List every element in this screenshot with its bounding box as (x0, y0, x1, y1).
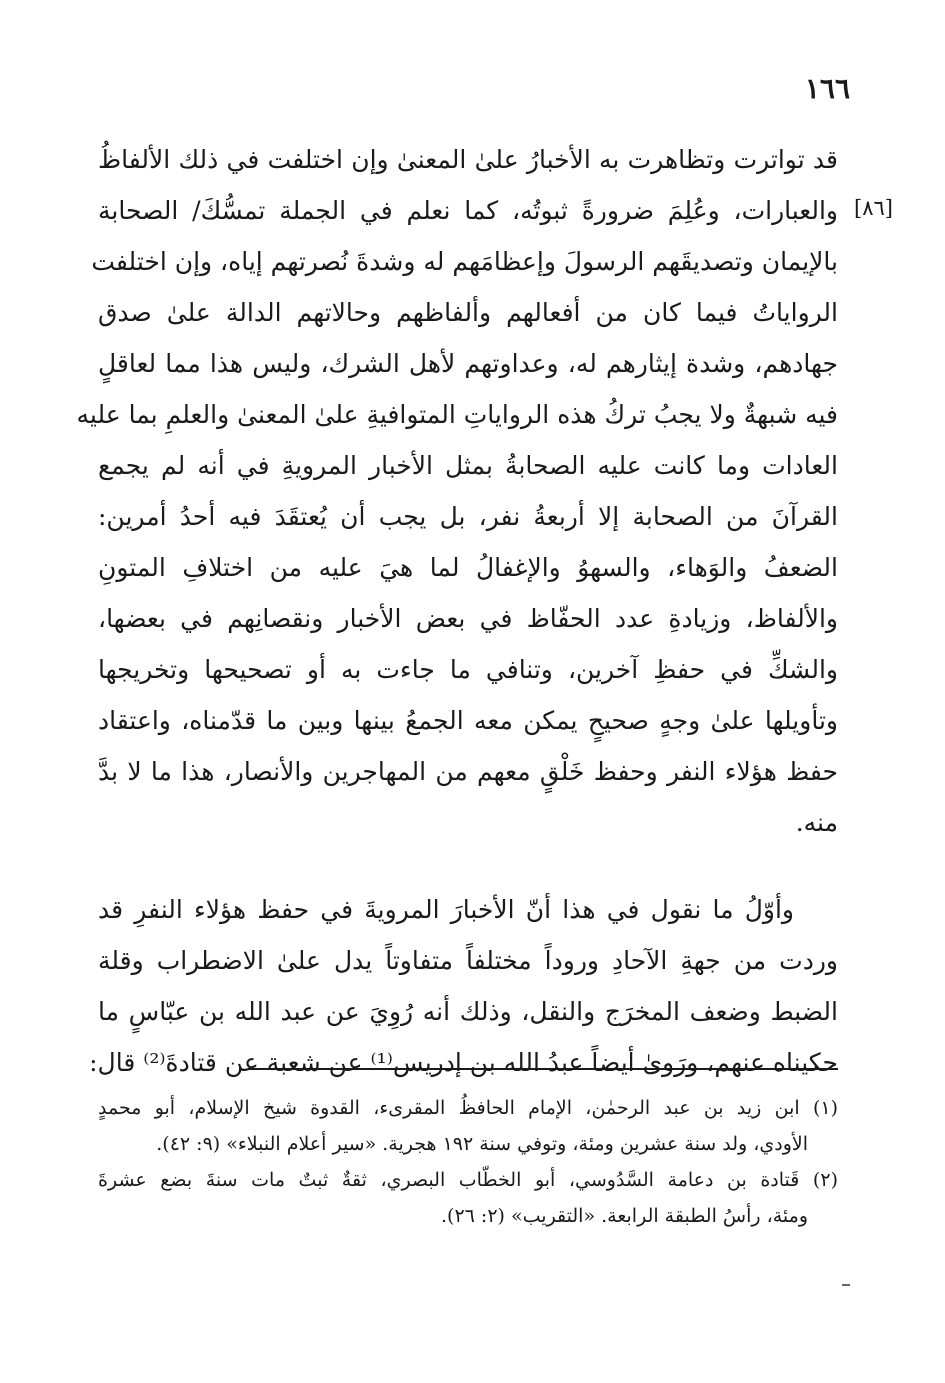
text-line: جهادهم، وشدة إيثارهم له، وعداوتهم لأهل الشرك، وليس هذا مما لعاقلٍ (98, 349, 838, 378)
footnote-1-line: (١) ابن زيد بن عبد الرحمٰن، الإمام الحافظُ المقرىء، القدوة شيخ الإسلام، أبو محمدٍ (98, 1097, 838, 1119)
text-line: والألفاظ، وزيادةِ عدد الحفّاظ في بعض الأخبار ونقصانِهم في بعضها، (98, 604, 838, 633)
footnote-separator (248, 1068, 838, 1070)
footnotes (98, 1090, 838, 1234)
page-number: ١٦٦ (804, 72, 850, 105)
text-line: منه. (795, 808, 838, 837)
footnote-1-line: الأودي، ولد سنة عشرين ومئة، وتوفي سنة ١٩٢ هجرية. «سير أعلام النبلاء» (٩: ٤٢). (156, 1133, 808, 1155)
text-line: والشكِّ في حفظِ آخرين، وتنافي ما جاءت به أو تصحيحها وتخريجها (98, 655, 838, 684)
text-line: الضعفُ والوَهاء، والسهوُ والإغفالُ لما هيَ عليه من اختلافِ المتونِ (98, 553, 838, 582)
text-line: فيه شبهةٌ ولا يجبُ تركُ هذه الرواياتِ المتوافيةِ علىٰ المعنىٰ والعلمِ بما عليه (76, 400, 838, 429)
text-line: وتأويلها علىٰ وجهٍ صحيحٍ يمكن معه الجمعُ بينها وبين ما قدّمناه، واعتقاد (98, 706, 838, 735)
text-line: الضبط وضعف المخرَج والنقل، وذلك أنه رُوِيَ عن عبد الله بن عبّاسٍ ما (98, 997, 838, 1026)
text-line: وردت من جهةِ الآحادِ وروداً مختلفاً متفاوتاً يدل علىٰ الاضطراب وقلة (98, 946, 838, 975)
paragraph-gap (98, 848, 838, 884)
footnote-2-line: ومئة، رأسُ الطبقة الرابعة. «التقريب» (٢: ٢٦). (441, 1205, 808, 1227)
text-line: الرواياتُ فيما كان من أفعالهم وألفاظهم وحالاتهم الدالة علىٰ صدق (98, 298, 838, 327)
footnote-2-line: (٢) قَتادة بن دعامة السَّدُوسي، أبو الخطّاب البصري، ثقةٌ ثبتٌ مات سنةَ بضع عشرةَ (98, 1169, 838, 1191)
scan-speck (842, 1284, 850, 1286)
text-line: والعبارات، وعُلِمَ ضرورةً ثبوتُه، كما نعلم في الجملة تمسُّكَ/ الصحابة (98, 196, 838, 225)
text-line: وأوّلُ ما نقول في هذا أنّ الأخبارَ المرويةَ في حفظ هؤلاء النفرِ قد (98, 895, 794, 924)
text-line: العادات وما كانت عليه الصحابةُ بمثل الأخبار المرويةِ في أنه لم يجمع (98, 451, 838, 480)
text-line: حفظ هؤلاء النفر وحفظ خَلْقٍ معهم من المهاجرين والأنصار، هذا ما لا بدَّ (98, 757, 838, 786)
main-text (76, 134, 838, 1088)
text-line: القرآنَ من الصحابة إلا أربعةُ نفر، بل يجب أن يُعتقَدَ فيه أحدُ أمرين: (98, 502, 838, 531)
margin-page-reference: [٨٦] (854, 196, 893, 220)
text-line: بالإيمان وتصديقَهم الرسولَ وإعظامَهم له وشدةَ نُصرتهم إياه، وإن اختلفت (91, 247, 838, 276)
text-line: قد تواترت وتظاهرت به الأخبارُ علىٰ المعنىٰ وإن اختلفت في ذلك الألفاظُ (98, 145, 838, 174)
text-line: حكيناه عنهم، ورَوىٰ أيضاً عبدُ الله بن إدريس⁽¹⁾ عن شعبة عن قتادةَ⁽²⁾ قال: (89, 1048, 838, 1077)
